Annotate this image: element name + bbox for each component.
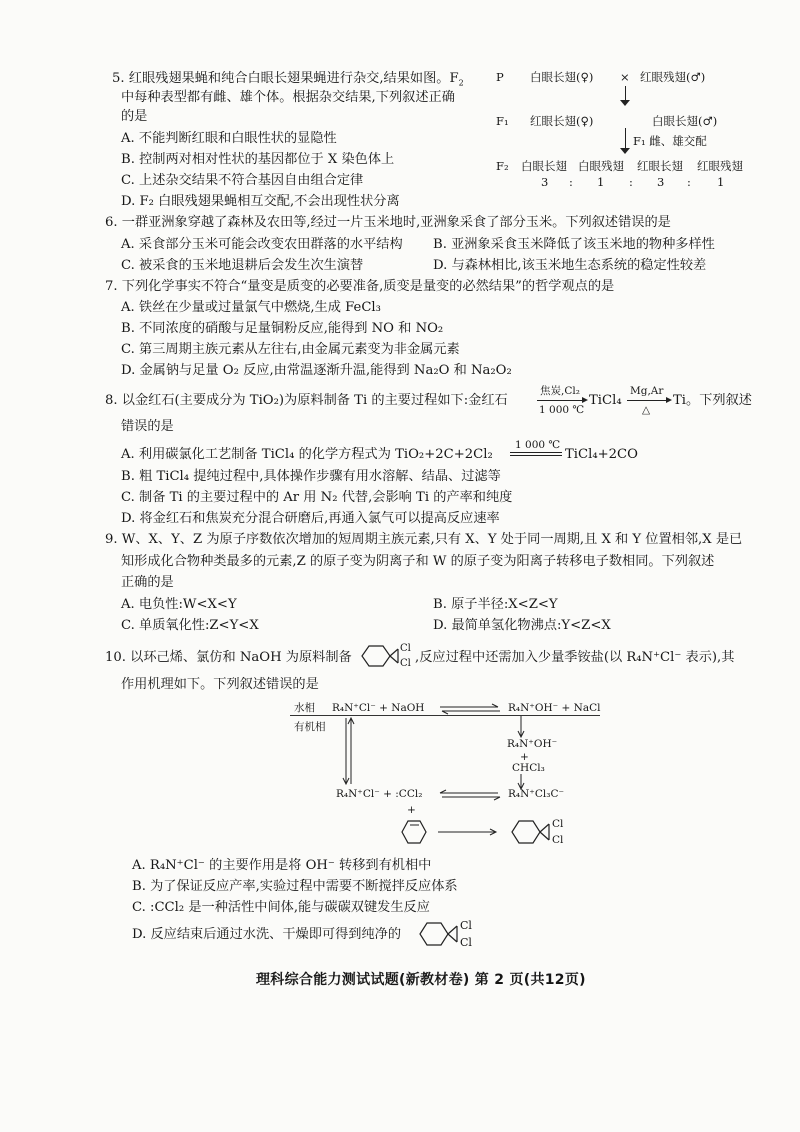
cross-arrow-p-head — [620, 100, 630, 106]
q7-option-d: D. 金属钠与足量 O₂ 反应,由常温逐渐升温,能得到 Na₂O 和 Na₂O₂ — [121, 363, 512, 378]
q6-option-d: D. 与森林相比,该玉米地生态系统的稳定性较差 — [433, 258, 707, 273]
page-footer: 理科综合能力测试试题(新教材卷) 第 2 页(共12页) — [256, 972, 586, 988]
q8-stem-a: 8. 以金红石(主要成分为 TiO₂)为原料制备 Ti 的主要过程如下:金红石 — [105, 393, 508, 408]
q7-option-b: B. 不同浓度的硝酸与足量铜粉反应,能得到 NO 和 NO₂ — [121, 321, 444, 336]
q10-stem-cl-2: Cl — [400, 658, 411, 669]
cross-f1-label: F₁ — [496, 114, 509, 128]
cross-ratio-sep-3: : — [687, 175, 691, 189]
q10-stem-product-structure — [358, 642, 413, 670]
diagram-bottom-arrow — [438, 827, 500, 837]
q10-stem-1b: ,反应过程中还需加入少量季铵盐(以 R₄N⁺Cl⁻ 表示),其 — [415, 650, 735, 665]
cross-arrow-f1-head — [620, 148, 630, 154]
q8-option-a-eq2 — [510, 455, 562, 456]
diagram-organic-phase: 有机相 — [294, 721, 326, 733]
diagram-product-structure — [508, 816, 578, 848]
diagram-product-cl-1: Cl — [552, 818, 564, 830]
diagram-plus-2: + — [407, 804, 416, 816]
q10-option-c: C. :CCl₂ 是一种活性中间体,能与碳碳双键发生反应 — [132, 900, 430, 915]
q8-arrow1 — [537, 400, 585, 401]
diagram-right-down-arrow-1 — [516, 716, 526, 738]
q6-option-b: B. 亚洲象采食玉米降低了该玉米地的物种多样性 — [433, 237, 715, 252]
q10-option-b: B. 为了保证反应产率,实验过程中需要不断搅拌反应体系 — [132, 879, 458, 894]
diagram-water-phase: 水相 — [294, 702, 315, 714]
cross-ratio-2: 1 — [597, 175, 605, 189]
q6-stem: 6. 一群亚洲象穿越了森林及农田等,经过一片玉米地时,亚洲象采食了部分玉米。下列叙述错误的是 — [105, 215, 671, 230]
q8-stem-2: 错误的是 — [121, 419, 174, 434]
cross-f1-mate: F₁ 雌、雄交配 — [633, 134, 707, 148]
q10-option-d-cl-1: Cl — [460, 919, 472, 932]
diagram-product-cl-2: Cl — [552, 834, 564, 846]
q5-option-b: B. 控制两对相对性状的基因都位于 X 染色体上 — [121, 152, 395, 167]
cross-f2-type-4: 红眼残翅 — [697, 159, 743, 173]
cross-ratio-4: 1 — [717, 175, 725, 189]
q6-option-c: C. 被采食的玉米地退耕后会发生次生演替 — [121, 258, 364, 273]
q5-stem-line1: 5. 红眼残翅果蝇和纯合白眼长翅果蝇进行杂交,结果如图。$F_2$ — [112, 71, 464, 88]
diagram-left-transfer-arrows — [342, 716, 356, 786]
diagram-right-mid: R₄N⁺Cl₃C⁻ — [508, 788, 565, 800]
q8-arrow2-bottom: △ — [642, 404, 651, 416]
q9-option-c: C. 单质氧化性:Z<Y<X — [121, 618, 259, 633]
q8-option-c: C. 制备 Ti 的主要过程中的 Ar 用 N₂ 代替,会影响 Ti 的产率和纯度 — [121, 490, 513, 505]
q8-option-a-right: TiCl₄+2CO — [565, 447, 638, 462]
q9-stem-3: 正确的是 — [121, 575, 174, 590]
q9-stem-2: 知形成化合物种类最多的元素,Z 的原子变为阴离子和 W 的原子变为阳离子转移电子数相同。下列叙述 — [121, 554, 715, 569]
diagram-eq-top-arrows — [440, 704, 500, 714]
q9-option-b: B. 原子半径:X<Z<Y — [433, 597, 558, 612]
cross-f1-female: 红眼长翅(♀) — [530, 114, 594, 128]
cross-f2-type-3: 红眼长翅 — [637, 159, 683, 173]
q8-mid: TiCl₄ — [589, 393, 622, 408]
q10-option-d: D. 反应结束后通过水洗、干燥即可得到纯净的 — [132, 927, 402, 942]
q10-stem-cl-1: Cl — [400, 643, 411, 654]
q10-option-d-cl-2: Cl — [460, 936, 472, 949]
diagram-plus-1: + — [520, 751, 529, 763]
cross-ratio-sep-1: : — [569, 175, 573, 189]
cross-f1-male: 白眼长翅(♂) — [652, 114, 718, 128]
q8-arrow2 — [627, 400, 669, 401]
q8-option-a-cond: 1 000 ℃ — [515, 439, 561, 451]
q5-stem-line1-tail: 中每种表型都有雌、雄个体。根据杂交结果,下列叙述正确 — [121, 90, 455, 105]
cross-x: × — [620, 70, 630, 84]
q8-arrow1-bottom: 1 000 ℃ — [539, 404, 585, 416]
q8-arrow1-top: 焦炭,Cl₂ — [540, 385, 580, 397]
cross-f2-type-1: 白眼长翅 — [521, 159, 567, 173]
q7-option-c: C. 第三周期主族元素从左往右,由金属元素变为非金属元素 — [121, 342, 460, 357]
q5-option-c: C. 上述杂交结果不符合基因自由组合定律 — [121, 173, 364, 188]
q6-option-a: A. 采食部分玉米可能会改变农田群落的水平结构 — [121, 237, 403, 252]
cross-f2-label: F₂ — [496, 159, 509, 173]
q8-stem-b: Ti。下列叙述 — [673, 393, 752, 408]
q9-option-a: A. 电负性:W<X<Y — [121, 597, 237, 612]
q10-option-d-structure — [416, 918, 474, 950]
cross-p-male: 红眼残翅(♂) — [640, 70, 706, 84]
cross-p-female: 白眼长翅(♀) — [530, 70, 594, 84]
q10-stem-1a: 10. 以环己烯、氯仿和 NaOH 为原料制备 — [105, 650, 352, 665]
diagram-eq-top-right: R₄N⁺OH⁻ + NaCl — [508, 702, 601, 714]
q8-option-a-left: A. 利用碳氯化工艺制备 TiCl₄ 的化学方程式为 TiO₂+2C+2Cl₂ — [121, 447, 493, 462]
cross-ratio-1: 3 — [541, 175, 549, 189]
q9-stem-1: 9. W、X、Y、Z 为原子序数依次增加的短周期主族元素,只有 X、Y 处于同一周期,且 X 和 Y 位置相邻,X 是已 — [105, 532, 743, 547]
q8-arrow2-head — [666, 397, 672, 403]
q5-option-d: D. F₂ 白眼残翅果蝇相互交配,不会出现性状分离 — [121, 194, 400, 209]
diagram-mid-arrows — [440, 790, 500, 800]
diagram-r4noh: R₄N⁺OH⁻ — [507, 738, 558, 750]
cross-ratio-sep-2: : — [629, 175, 633, 189]
q5-option-a: A. 不能判断红眼和白眼性状的显隐性 — [121, 131, 337, 146]
q7-option-a: A. 铁丝在少量或过量氯气中燃烧,生成 FeCl₃ — [121, 300, 381, 315]
q9-option-d: D. 最简单氢化物沸点:Y<Z<X — [433, 618, 611, 633]
q8-option-a-eq1 — [510, 452, 562, 453]
q10-stem-2: 作用机理如下。下列叙述错误的是 — [121, 677, 319, 692]
diagram-left-mid: R₄N⁺Cl⁻ + :CCl₂ — [336, 788, 423, 800]
diagram-eq-top-left: R₄N⁺Cl⁻ + NaOH — [332, 702, 425, 714]
q7-stem: 7. 下列化学事实不符合“量变是质变的必要准备,质变是量变的必然结果”的哲学观点的是 — [105, 279, 615, 294]
q5-stem-line2: 的是 — [121, 109, 148, 124]
q10-option-a: A. R₄N⁺Cl⁻ 的主要作用是将 OH⁻ 转移到有机相中 — [132, 858, 432, 873]
diagram-chcl3: CHCl₃ — [512, 762, 545, 774]
diagram-cyclohexene — [398, 818, 428, 846]
cross-ratio-3: 3 — [657, 175, 665, 189]
cross-p-label: P — [496, 70, 504, 84]
q8-option-d: D. 将金红石和焦炭充分混合研磨后,再通入氯气可以提高反应速率 — [121, 511, 500, 526]
q8-option-b: B. 粗 TiCl₄ 提纯过程中,具体操作步骤有用水溶解、结晶、过滤等 — [121, 469, 501, 484]
cross-f2-type-2: 白眼残翅 — [578, 159, 624, 173]
cross-arrow-f1 — [625, 128, 626, 150]
q8-arrow2-top: Mg,Ar — [630, 385, 664, 397]
